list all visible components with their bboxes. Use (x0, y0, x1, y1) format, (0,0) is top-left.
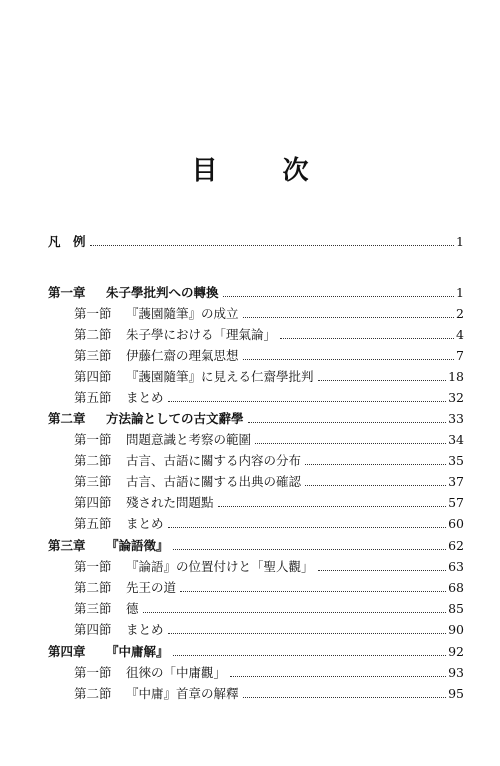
toc-entry-number: 第二章 (48, 411, 86, 426)
toc-entry-label (48, 409, 244, 429)
toc-entry-number: 第一章 (48, 285, 86, 300)
toc-page-number: 2 (456, 306, 464, 321)
toc-chapter-row (48, 536, 464, 556)
toc-entry-title: 『䕶園隨筆』の成立 (126, 306, 239, 321)
toc-entry-number: 第三節 (74, 474, 112, 489)
toc-chapter-row (48, 642, 464, 662)
dot-leader (318, 379, 447, 381)
toc-entry-title: 德 (126, 601, 139, 616)
toc-entry-number: 第三節 (74, 601, 112, 616)
dot-leader (168, 400, 447, 402)
toc-entry-number: 第一節 (74, 665, 112, 680)
toc-entry-number: 第四節 (74, 369, 112, 384)
dot-leader (180, 590, 446, 592)
toc-section-row (48, 599, 464, 619)
dot-leader (280, 337, 454, 339)
dot-leader (173, 548, 447, 550)
dot-leader (230, 675, 446, 677)
toc-page-number: 37 (448, 474, 464, 489)
dot-leader (143, 611, 447, 613)
toc-entry-number: 第四章 (48, 644, 86, 659)
dot-leader (248, 421, 447, 423)
dot-leader (255, 442, 446, 444)
toc-entry-label (74, 430, 251, 450)
toc-entry-number: 第一節 (74, 306, 112, 321)
toc-section-row (48, 684, 464, 704)
toc-entry-number: 第五節 (74, 390, 112, 405)
toc-entry-label (48, 232, 86, 252)
toc-section-row (48, 493, 464, 513)
toc-entry-label (74, 346, 239, 366)
toc-entry-title: 伊藤仁齋の理氣思想 (126, 348, 239, 363)
toc-entry-number: 第三章 (48, 538, 86, 553)
toc-section-row (48, 663, 464, 683)
toc-page-number: 7 (456, 348, 464, 363)
toc-page-number: 92 (448, 644, 464, 659)
toc-entry-label (74, 325, 276, 345)
toc-section-row (48, 388, 464, 408)
toc-entry-number: 第一節 (74, 559, 112, 574)
toc-section-row (48, 325, 464, 345)
toc-entry-title: 先王の道 (126, 580, 177, 595)
toc-entry-label (74, 578, 176, 598)
toc-section-row (48, 430, 464, 450)
toc-page-number: 62 (448, 538, 464, 553)
toc-entry-title: 問題意識と考察の範圍 (126, 432, 252, 447)
toc-entry-title: まとめ (126, 390, 164, 405)
toc-section-row (48, 346, 464, 366)
toc-entry-title: 殘された問題點 (126, 495, 214, 510)
toc-entry-label (74, 451, 301, 471)
toc-entry-title: 『䕶園隨筆』に見える仁齋學批判 (126, 369, 314, 384)
toc-page-number: 35 (448, 453, 464, 468)
dot-leader (318, 569, 447, 571)
toc-section-row (48, 304, 464, 324)
toc-page-number: 85 (448, 601, 464, 616)
dot-leader (243, 358, 455, 360)
toc-entry-number: 第二節 (74, 686, 112, 701)
toc-entry-label (48, 536, 169, 556)
toc-page-number: 63 (448, 559, 464, 574)
toc-entry-label (74, 388, 164, 408)
toc-page-number: 95 (448, 686, 464, 701)
dot-leader (243, 696, 447, 698)
toc-entry-number: 第二節 (74, 580, 112, 595)
toc-section-row (48, 514, 464, 534)
toc-entry-number: 第三節 (74, 348, 112, 363)
toc-entry-title: 『中庸解』 (106, 644, 169, 659)
toc-entry-title: 『論語』の位置付けと「聖人觀」 (126, 559, 314, 574)
toc-entry-title: まとめ (126, 516, 164, 531)
toc-chapter-row (48, 409, 464, 429)
toc-entry-number: 第五節 (74, 516, 112, 531)
toc-entry-title: 朱子學批判への轉換 (106, 285, 219, 300)
toc-entry-label (74, 620, 164, 640)
toc-section-row (48, 367, 464, 387)
toc-page-number: 33 (448, 411, 464, 426)
toc-entry-label (48, 642, 169, 662)
toc-entry-label (74, 663, 226, 683)
toc-section-row (48, 472, 464, 492)
toc-section-row (48, 557, 464, 577)
toc-entry-label (74, 514, 164, 534)
toc-page-number: 4 (456, 327, 464, 342)
page-title: 目 次 (191, 156, 337, 186)
dot-leader (223, 295, 455, 297)
toc-page-number: 34 (448, 432, 464, 447)
toc-entry-title: まとめ (126, 622, 164, 637)
toc-page-number: 1 (456, 285, 464, 300)
toc-page-number: 90 (448, 622, 464, 637)
toc-chapter-row (48, 232, 464, 252)
dot-leader (168, 632, 447, 634)
toc-section-row (48, 620, 464, 640)
toc-entry-title: 『中庸』首章の解釋 (126, 686, 239, 701)
toc-entry-title: 方法論としての古文辭學 (106, 411, 244, 426)
toc-entry-title: 朱子學における「理氣論」 (126, 327, 277, 342)
toc-entry-title: 『論語徵』 (106, 538, 169, 553)
toc-page-number: 1 (456, 234, 464, 249)
toc-entry-number: 第二節 (74, 327, 112, 342)
toc-entry-label (74, 304, 239, 324)
toc-chapter-row (48, 283, 464, 303)
toc-page-number: 68 (448, 580, 464, 595)
toc-page-number: 18 (448, 369, 464, 384)
dot-leader (243, 316, 455, 318)
toc-entry-label (74, 472, 301, 492)
toc-entry-label (74, 599, 139, 619)
toc-entry-label (74, 684, 239, 704)
toc-page-number: 32 (448, 390, 464, 405)
dot-leader (305, 484, 446, 486)
toc-entry-number: 第一節 (74, 432, 112, 447)
dot-leader (218, 505, 447, 507)
toc-section-row (48, 451, 464, 471)
dot-leader (168, 526, 447, 528)
toc-page-number: 93 (448, 665, 464, 680)
toc-entry-title: 徂徠の「中庸觀」 (126, 665, 227, 680)
toc-entry-number: 凡 例 (48, 234, 86, 249)
toc-entry-number: 第二節 (74, 453, 112, 468)
toc-entry-label (74, 493, 214, 513)
toc-entry-title: 古言、古語に關する内容の分布 (126, 453, 302, 468)
toc-entry-label (48, 283, 219, 303)
toc-page-number: 57 (448, 495, 464, 510)
toc-entry-number: 第四節 (74, 622, 112, 637)
dot-leader (90, 244, 455, 246)
toc-page-number: 60 (448, 516, 464, 531)
toc-entry-number: 第四節 (74, 495, 112, 510)
toc-section-row (48, 578, 464, 598)
dot-leader (173, 654, 447, 656)
dot-leader (305, 463, 446, 465)
toc-entry-title: 古言、古語に關する出典の確認 (126, 474, 302, 489)
toc-entry-label (74, 367, 314, 387)
toc-entry-label (74, 557, 314, 577)
